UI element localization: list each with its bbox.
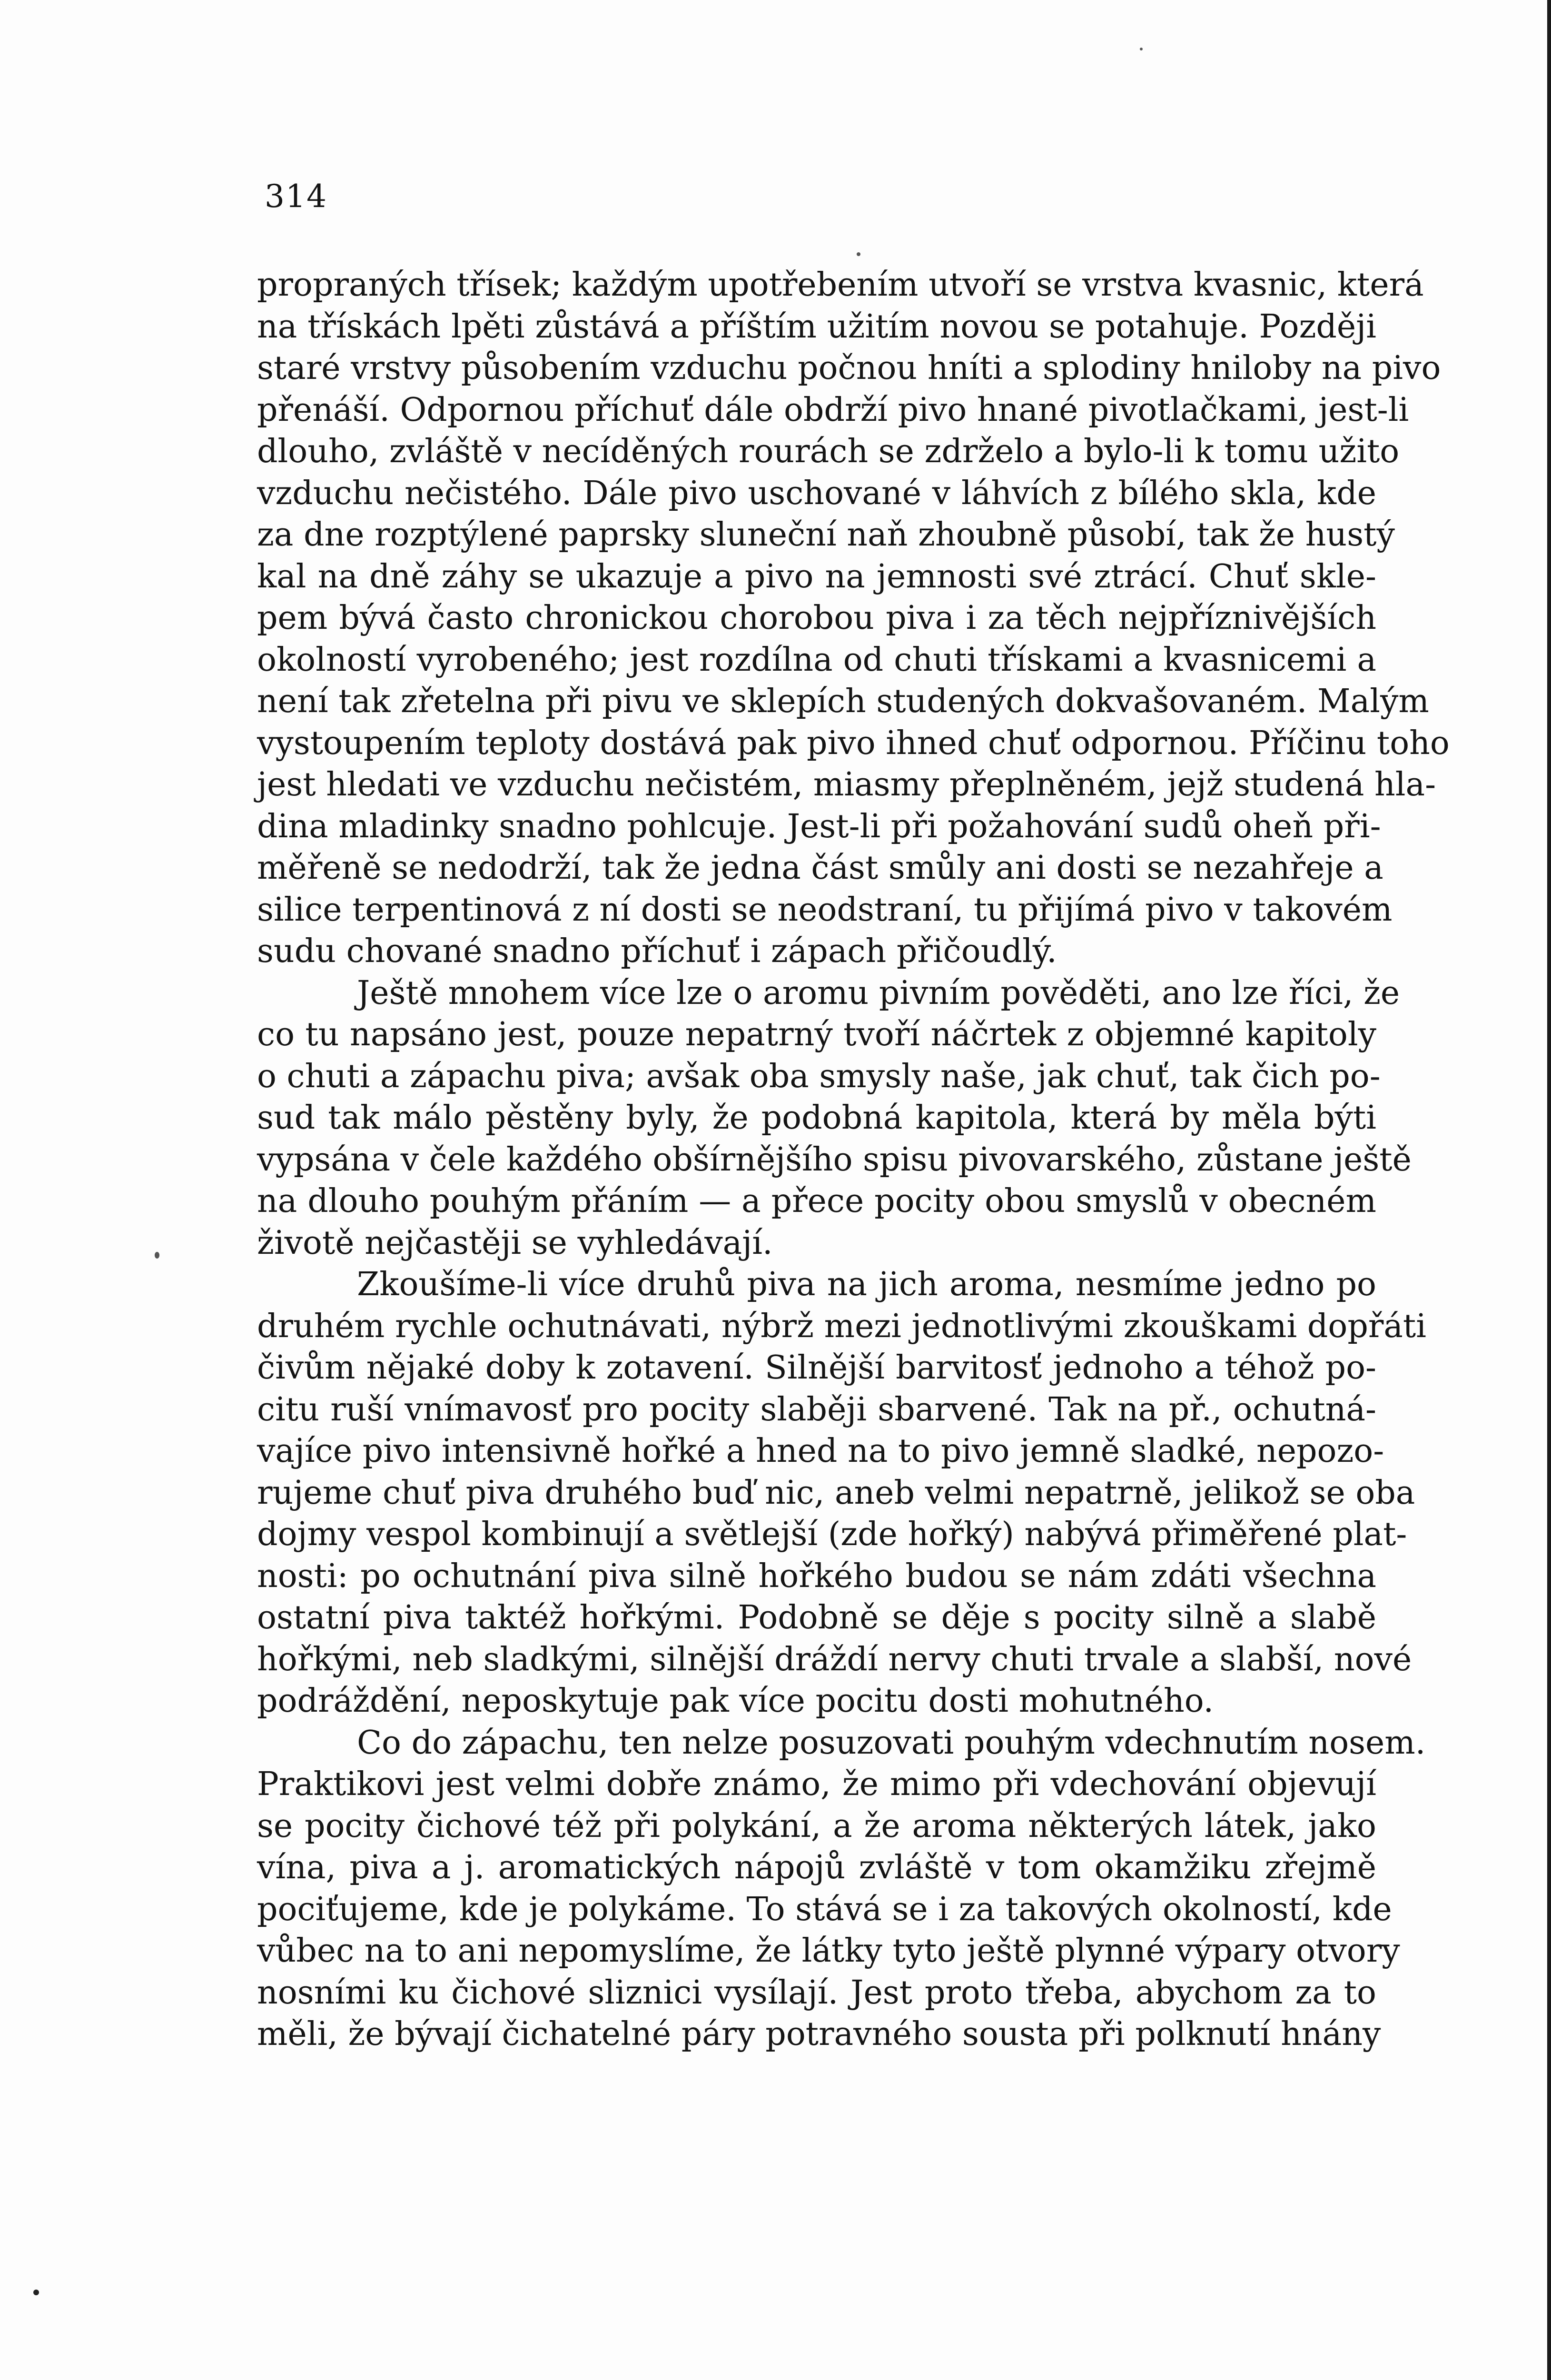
text-line: měli, že bývají čichatelné páry potravného sousta při polknutí hnány	[257, 2015, 1381, 2053]
text-line: staré vrstvy působením vzduchu počnou hníti a splodiny hniloby na pivo	[257, 349, 1441, 387]
text-line: dina mladinky snadno pohlcuje. Jest-li při požahování sudů oheň při-	[257, 807, 1381, 845]
text-line: na třískách lpěti zůstává a příštím užitím novou se potahuje. Později	[257, 307, 1376, 346]
text-line: jest hledati ve vzduchu nečistém, miasmy přeplněném, jejž studená hla-	[257, 766, 1436, 803]
text-line: podráždění, neposkytuje pak více pocitu dosti mohutného.	[257, 1682, 1214, 1720]
text-line: okolností vyrobeného; jest rozdílna od chuti třískami a kvasnicemi a	[257, 641, 1376, 679]
text-line: dojmy vespol kombinují a světlejší (zde hořký) nabývá přiměřené plat-	[257, 1516, 1407, 1553]
text-line: měřeně se nedodrží, tak že jedna část smůly ani dosti se nezahřeje a	[257, 849, 1383, 887]
text-line: Ještě mnohem více lze o aromu pivním pověděti, ano lze říci, že	[357, 974, 1400, 1012]
body-text	[257, 264, 1450, 2055]
text-line: se pocity čichové též při polykání, a že aroma některých látek, jako	[257, 1807, 1376, 1845]
text-line: dlouho, zvláště v necíděných rourách se zdrželo a bylo-li k tomu užito	[257, 433, 1400, 470]
text-line: o chuti a zápachu piva; avšak oba smysly naše, jak chuť, tak čich po-	[257, 1057, 1381, 1095]
text-line: Praktikovi jest velmi dobře známo, že mimo při vdechování objevují	[257, 1765, 1376, 1803]
text-line: druhém rychle ochutnávati, nýbrž mezi jednotlivými zkouškami dopřáti	[257, 1307, 1426, 1345]
text-line: pociťujeme, kde je polykáme. To stává se i za takových okolností, kde	[257, 1890, 1392, 1928]
text-line: hořkými, neb sladkými, silnější dráždí nervy chuti trvale a slabší, nové	[257, 1640, 1412, 1678]
text-line: ostatní piva taktéž hořkými. Podobně se děje s pocity silně a slabě	[257, 1599, 1376, 1636]
text-line: vystoupením teploty dostává pak pivo ihned chuť odpornou. Příčinu toho	[257, 724, 1450, 762]
text-line: vůbec na to ani nepomyslíme, že látky tyto ještě plynné výpary otvory	[257, 1932, 1400, 1970]
page-number: 314	[265, 178, 327, 215]
text-line: rujeme chuť piva druhého buď nic, aneb velmi nepatrně, jelikož se oba	[257, 1474, 1415, 1512]
scan-edge	[1547, 0, 1551, 2380]
text-line: pem bývá často chronickou chorobou piva i za těch nejpříznivějších	[257, 599, 1376, 637]
text-line: vína, piva a j. aromatických nápojů zvláště v tom okamžiku zřejmě	[257, 1849, 1376, 1886]
text-line: nosti: po ochutnání piva silně hořkého budou se nám zdáti všechna	[257, 1557, 1376, 1595]
text-line: vypsána v čele každého obšírnějšího spisu pivovarského, zůstane ještě	[257, 1140, 1412, 1179]
text-line: Zkoušíme-li více druhů piva na jich aroma, nesmíme jedno po	[357, 1266, 1376, 1303]
text-line: vajíce pivo intensivně hořké a hned na to pivo jemně sladké, nepozo-	[257, 1432, 1384, 1470]
text-line: za dne rozptýlené paprsky sluneční naň zhoubně působí, tak že hustý	[257, 516, 1395, 554]
text-line: na dlouho pouhým přáním — a přece pocity obou smyslů v obecném	[257, 1182, 1376, 1220]
text-line: propraných třísek; každým upotřebením utvoří se vrstva kvasnic, která	[257, 266, 1424, 304]
scan-speck	[33, 2290, 39, 2295]
text-line: životě nejčastěji se vyhledávají.	[257, 1224, 773, 1262]
scan-speck	[155, 1252, 159, 1259]
text-line: přenáší. Odpornou příchuť dále obdrží pivo hnané pivotlačkami, jest-li	[257, 391, 1409, 429]
scan-speck	[857, 252, 860, 256]
text-line: čivům nějaké doby k zotavení. Silnější barvitosť jednoho a téhož po-	[257, 1349, 1376, 1387]
text-line: nosními ku čichové sliznici vysílají. Jest proto třeba, abychom za to	[257, 1973, 1376, 2012]
text-line: sudu chované snadno příchuť i zápach přičoudlý.	[257, 932, 1057, 970]
text-line: kal na dně záhy se ukazuje a pivo na jemnosti své ztrácí. Chuť skle-	[257, 557, 1376, 595]
scan-speck	[1140, 48, 1143, 50]
text-line: Co do zápachu, ten nelze posuzovati pouhým vdechnutím nosem.	[357, 1724, 1426, 1762]
text-line: sud tak málo pěstěny byly, že podobná kapitola, která by měla býti	[257, 1099, 1376, 1137]
text-line: citu ruší vnímavosť pro pocity slaběji sbarvené. Tak na př., ochutná-	[257, 1390, 1376, 1428]
text-line: není tak zřetelna při pivu ve sklepích studených dokvašovaném. Malým	[257, 683, 1429, 720]
text-line: vzduchu nečistého. Dále pivo uschované v láhvích z bílého skla, kde	[257, 474, 1376, 512]
text-line: co tu napsáno jest, pouze nepatrný tvoří náčrtek z objemné kapitoly	[257, 1016, 1376, 1053]
text-line: silice terpentinová z ní dosti se neodstraní, tu přijímá pivo v takovém	[257, 891, 1393, 929]
